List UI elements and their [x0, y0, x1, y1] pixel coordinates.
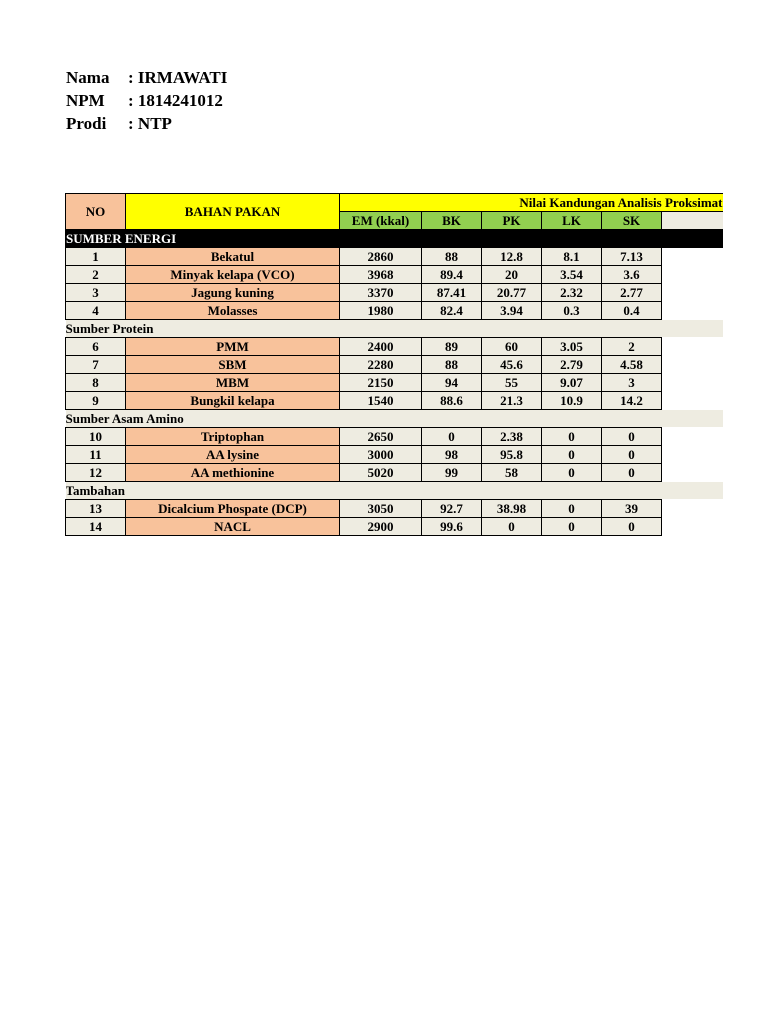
row-value: 89.4	[422, 266, 482, 284]
table-row	[66, 302, 723, 320]
row-value: 3968	[340, 266, 422, 284]
row-value: 0	[542, 518, 602, 536]
row-no: 4	[66, 302, 126, 320]
row-value: 88	[422, 248, 482, 266]
row-value: 92.7	[422, 500, 482, 518]
row-value: 3.6	[602, 266, 662, 284]
row-value: 3.94	[482, 302, 542, 320]
row-no: 1	[66, 248, 126, 266]
row-bahan-pakan: SBM	[126, 356, 340, 374]
header-col-sk: SK	[602, 212, 662, 230]
header-col-em: EM (kkal)	[340, 212, 422, 230]
row-value: 1540	[340, 392, 422, 410]
row-value: 2.77	[602, 284, 662, 302]
row-value: 60	[482, 338, 542, 356]
category-row	[66, 410, 723, 428]
feed-composition-table	[65, 193, 723, 536]
info-value: : NTP	[128, 114, 172, 133]
row-padding	[662, 356, 723, 374]
row-value: 2.32	[542, 284, 602, 302]
row-value: 88.6	[422, 392, 482, 410]
row-bahan-pakan: Triptophan	[126, 428, 340, 446]
info-label: Nama	[66, 68, 110, 87]
row-bahan-pakan: AA methionine	[126, 464, 340, 482]
row-value: 0	[602, 446, 662, 464]
row-value: 4.58	[602, 356, 662, 374]
row-value: 0	[602, 464, 662, 482]
row-padding	[662, 248, 723, 266]
row-value: 89	[422, 338, 482, 356]
row-value: 3	[602, 374, 662, 392]
row-value: 0.3	[542, 302, 602, 320]
row-value: 3370	[340, 284, 422, 302]
row-bahan-pakan: Dicalcium Phospate (DCP)	[126, 500, 340, 518]
row-no: 13	[66, 500, 126, 518]
row-value: 98	[422, 446, 482, 464]
row-padding	[662, 392, 723, 410]
info-value: : 1814241012	[128, 91, 223, 110]
row-bahan-pakan: Minyak kelapa (VCO)	[126, 266, 340, 284]
row-no: 2	[66, 266, 126, 284]
row-padding	[662, 446, 723, 464]
row-padding	[662, 284, 723, 302]
row-value: 87.41	[422, 284, 482, 302]
row-value: 0	[602, 518, 662, 536]
row-value: 8.1	[542, 248, 602, 266]
table-row	[66, 356, 723, 374]
row-bahan-pakan: MBM	[126, 374, 340, 392]
row-value: 58	[482, 464, 542, 482]
row-value: 45.6	[482, 356, 542, 374]
table-row	[66, 392, 723, 410]
row-no: 12	[66, 464, 126, 482]
category-label: Sumber Protein	[66, 320, 723, 338]
row-value: 20.77	[482, 284, 542, 302]
row-value: 7.13	[602, 248, 662, 266]
row-value: 0	[602, 428, 662, 446]
row-value: 3.05	[542, 338, 602, 356]
row-value: 0	[542, 500, 602, 518]
row-value: 2900	[340, 518, 422, 536]
table-row	[66, 446, 723, 464]
row-no: 10	[66, 428, 126, 446]
row-value: 14.2	[602, 392, 662, 410]
table-row	[66, 518, 723, 536]
row-value: 0	[422, 428, 482, 446]
row-bahan-pakan: Molasses	[126, 302, 340, 320]
row-value: 0	[542, 428, 602, 446]
row-value: 2860	[340, 248, 422, 266]
row-value: 1980	[340, 302, 422, 320]
row-value: 2150	[340, 374, 422, 392]
row-bahan-pakan: NACL	[126, 518, 340, 536]
row-no: 3	[66, 284, 126, 302]
category-label: SUMBER ENERGI	[66, 230, 723, 248]
table-row	[66, 338, 723, 356]
info-row-prodi	[66, 112, 227, 135]
row-value: 38.98	[482, 500, 542, 518]
row-value: 2.79	[542, 356, 602, 374]
row-value: 0	[542, 464, 602, 482]
table-row	[66, 266, 723, 284]
header-col-bk: BK	[422, 212, 482, 230]
row-padding	[662, 302, 723, 320]
header-bahan-pakan: BAHAN PAKAN	[126, 194, 340, 230]
row-value: 0.4	[602, 302, 662, 320]
header-col-pk: PK	[482, 212, 542, 230]
row-value: 20	[482, 266, 542, 284]
table-row	[66, 248, 723, 266]
student-info	[66, 66, 227, 135]
row-value: 95.8	[482, 446, 542, 464]
row-padding	[662, 374, 723, 392]
row-value: 10.9	[542, 392, 602, 410]
category-label: Sumber Asam Amino	[66, 410, 723, 428]
info-row-nama	[66, 66, 227, 89]
table-row	[66, 284, 723, 302]
row-value: 21.3	[482, 392, 542, 410]
info-label: NPM	[66, 91, 105, 110]
row-value: 0	[482, 518, 542, 536]
info-value: : IRMAWATI	[128, 68, 228, 87]
row-value: 55	[482, 374, 542, 392]
row-no: 7	[66, 356, 126, 374]
row-value: 2400	[340, 338, 422, 356]
info-label: Prodi	[66, 114, 107, 133]
category-row	[66, 230, 723, 248]
table-row	[66, 500, 723, 518]
header-col-lk: LK	[542, 212, 602, 230]
row-value: 99	[422, 464, 482, 482]
header-group-title: Nilai Kandungan Analisis Proksimat	[340, 194, 723, 212]
row-no: 8	[66, 374, 126, 392]
row-padding	[662, 266, 723, 284]
row-no: 11	[66, 446, 126, 464]
row-value: 39	[602, 500, 662, 518]
header-no: NO	[66, 194, 126, 230]
row-no: 14	[66, 518, 126, 536]
row-no: 9	[66, 392, 126, 410]
table-row	[66, 374, 723, 392]
row-padding	[662, 500, 723, 518]
row-bahan-pakan: Bungkil kelapa	[126, 392, 340, 410]
row-value: 2	[602, 338, 662, 356]
row-padding	[662, 518, 723, 536]
row-value: 2.38	[482, 428, 542, 446]
row-value: 3000	[340, 446, 422, 464]
row-no: 6	[66, 338, 126, 356]
row-value: 88	[422, 356, 482, 374]
row-value: 5020	[340, 464, 422, 482]
row-value: 9.07	[542, 374, 602, 392]
row-bahan-pakan: Bekatul	[126, 248, 340, 266]
table-row	[66, 428, 723, 446]
row-value: 3.54	[542, 266, 602, 284]
row-value: 2650	[340, 428, 422, 446]
header-empty	[662, 212, 723, 230]
category-row	[66, 320, 723, 338]
table-row	[66, 464, 723, 482]
row-bahan-pakan: AA lysine	[126, 446, 340, 464]
row-value: 99.6	[422, 518, 482, 536]
row-bahan-pakan: PMM	[126, 338, 340, 356]
row-value: 2280	[340, 356, 422, 374]
info-row-npm	[66, 89, 227, 112]
row-padding	[662, 428, 723, 446]
row-padding	[662, 464, 723, 482]
category-row	[66, 482, 723, 500]
row-value: 82.4	[422, 302, 482, 320]
category-label: Tambahan	[66, 482, 723, 500]
row-bahan-pakan: Jagung kuning	[126, 284, 340, 302]
row-value: 0	[542, 446, 602, 464]
row-value: 12.8	[482, 248, 542, 266]
row-padding	[662, 338, 723, 356]
row-value: 3050	[340, 500, 422, 518]
row-value: 94	[422, 374, 482, 392]
